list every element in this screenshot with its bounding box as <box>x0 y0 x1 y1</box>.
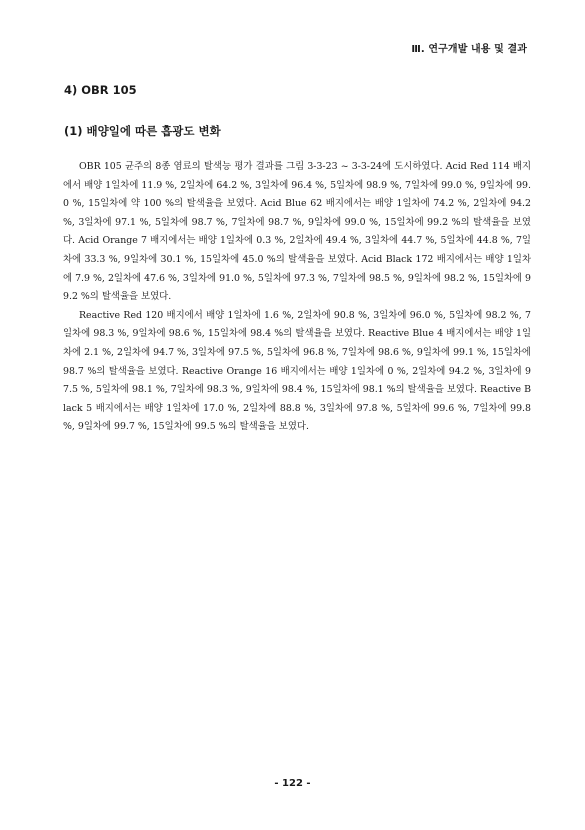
running-header: Ⅲ. 연구개발 내용 및 결과 <box>411 44 527 55</box>
subsection-heading: (1) 배양일에 따른 흡광도 변화 <box>64 124 221 138</box>
paragraph-reactive-dyes: Reactive Red 120 배지에서 배양 1일차에 1.6 %, 2일차에 90.8 %, 3일차에 96.0 %, 5일차에 98.2 %, 7일차에 98.3 %, 9일차에 98.6 %, 15일차에 98.4 %의 탈색율을 보였다. Reactive Blue 4 배지에서는 배양 1일차에 2.1 %, 2일차에 94.7 %, 3일차에 97.5 %, 5일차에 96.8 %, 7일차에 98.6 %, 9일차에 99.1 %, 15일차에 98.7 %의 탈색율을 보였다. Reactive Orange 16 배지에서는 배양 1일차에 0 %, 2일차에 94.2 %, 3일차에 97.5 %, 5일차에 98.1 %, 7일차에 98.3 %, 9일차에 98.4 %, 15일차에 98.1 %의 탈색율을 보였다. Reactive Black 5 배지에서는 배양 1일차에 17.0 %, 2일차에 88.8 %, 3일차에 97.8 %, 5일차에 99.6 %, 7일차에 99.8 %, 9일차에 99.7 %, 15일차에 99.5 %의 탈색율을 보였다. <box>63 309 531 433</box>
page-number: - 122 - <box>274 778 311 789</box>
paragraph-acid-dyes: OBR 105 균주의 8종 염료의 탈색능 평가 결과를 그림 3-3-23 ~ 3-3-24에 도시하였다. Acid Red 114 배지에서 배양 1일차에 11.9 %, 2일차에 64.2 %, 3일차에 96.4 %, 5일차에 98.9 %, 7일차에 99.0 %, 9일차에 99.0 %, 15일차에 약 100 %의 탈색율을 보였다. Acid Blue 62 배지에서는 배양 1일차에 74.2 %, 2일차에 94.2 %, 3일차에 97.1 %, 5일차에 98.7 %, 7일차에 98.7 %, 9일차에 99.0 %, 15일차에 99.2 %의 탈색율을 보였다. Acid Orange 7 배지에서는 배양 1일차에 0.3 %, 2일차에 49.4 %, 3일차에 44.7 %, 5일차에 44.8 %, 7일차에 33.3 %, 9일차에 30.1 %, 15일차에 45.0 %의 탈색율을 보였다. Acid Black 172 배지에서는 배양 1일차에 7.9 %, 2일차에 47.6 %, 3일차에 91.0 %, 5일차에 97.3 %, 7일차에 98.5 %, 9일차에 98.2 %, 15일차에 99.2 %의 탈색율을 보였다. <box>63 161 531 303</box>
section-heading: 4) OBR 105 <box>64 83 137 97</box>
body-text <box>63 158 531 437</box>
